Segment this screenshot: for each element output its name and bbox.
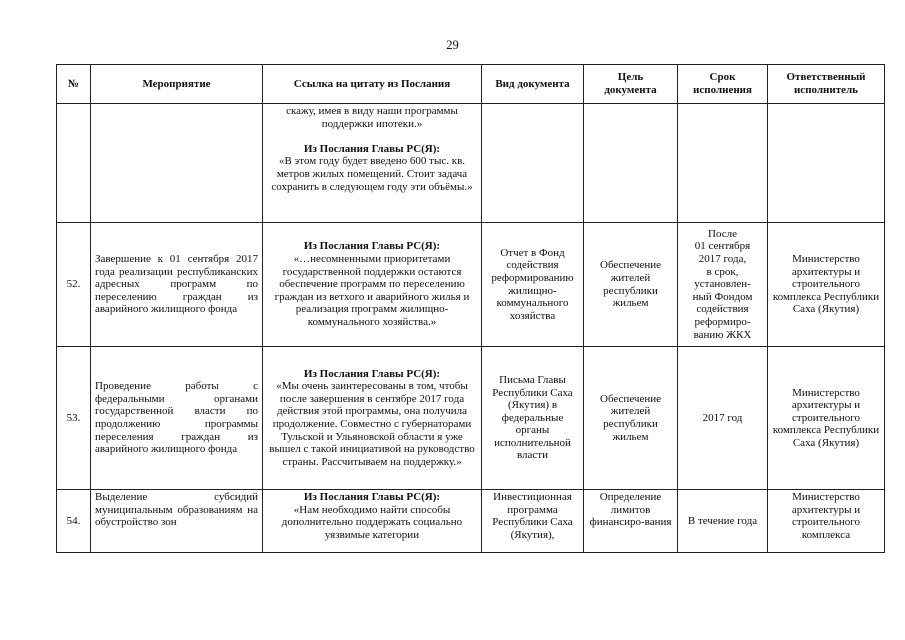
cell-activity: Выделение субсидий муниципальным образованиям на обустройство зон [91,490,263,553]
quote-text: «Мы очень заинтересованы в том, чтобы после завершения в сентябре 2017 года действия этой программы, она получила продолжение. Совместно с губернаторами Тульской и Ульяновской области я уже вышел с такой инициативой на руководство страны. Рассчитываем на поддержку.» [269,380,475,468]
header-quote-reference: Ссылка на цитату из Послания [263,65,482,104]
cell-document-goal [584,104,678,223]
quote-text: «Нам необходимо найти способы дополнительно поддержать социально уязвимые категории [281,503,463,541]
cell-document-goal: Обеспечение жителей республики жильем [584,223,678,347]
cell-responsible [768,104,885,223]
table-row [57,347,885,490]
header-document-goal: Цель документа [584,65,678,104]
cell-document-type [482,104,584,223]
cell-document-type: Письма Главы Республики Саха (Якутия) в федеральные органы исполнительной власти [482,347,584,490]
header-activity: Мероприятие [91,65,263,104]
cell-number: 52. [57,223,91,347]
header-document-type: Вид документа [482,65,584,104]
table-header-row [57,65,885,104]
cell-number: 53. [57,347,91,490]
header-responsible: Ответственный исполнитель [768,65,885,104]
cell-quote [263,104,482,223]
quote-text: скажу, имея в виду наши программы поддержки ипотеки.» [286,105,458,130]
quote-heading: Из Послания Главы РС(Я): [303,367,441,380]
table-row [57,223,885,347]
header-deadline: Срок исполнения [678,65,768,104]
cell-document-type: Отчет в Фонд содействия реформированию жилищно-коммунального хозяйства [482,223,584,347]
cell-activity: Проведение работы с федеральными органами государственной власти по продолжению программы переселения граждан из аварийного жилищного фонда [91,347,263,490]
cell-document-type: Инвестиционная программа Республики Саха (Якутия), [482,490,584,553]
table-row-continuation [57,104,885,223]
cell-document-goal: Определение лимитов финансиро-вания [584,490,678,553]
cell-responsible: Министерство архитектуры и строительного комплекса [768,490,885,553]
cell-responsible: Министерство архитектуры и строительного комплекса Республики Саха (Якутия) [768,347,885,490]
cell-number: 54. [57,490,91,553]
header-number: № [57,65,91,104]
cell-activity [91,104,263,223]
quote-heading: Из Послания Главы РС(Я): [303,142,441,155]
cell-number [57,104,91,223]
cell-quote [263,223,482,347]
table-row [57,490,885,553]
cell-quote [263,490,482,553]
quote-heading: Из Послания Главы РС(Я): [303,240,441,253]
cell-activity: Завершение к 01 сентября 2017 года реализации республиканских адресных программ по переселению граждан из аварийного жилищного фонда [91,223,263,347]
measures-table [56,64,885,553]
quote-text: «…несомненными приоритетами государственной поддержки остаются обеспечение программ по переселению граждан из ветхого и аварийного жилья и реализация программ жилищно-коммунального хозяйства.» [274,253,470,328]
cell-deadline [678,104,768,223]
cell-deadline: После 01 сентября 2017 года, в срок, установлен- ный Фондом содействия реформиро- ванию ЖКХ [678,223,768,347]
quote-heading: Из Послания Главы РС(Я): [303,491,441,503]
cell-document-goal: Обеспечение жителей республики жильем [584,347,678,490]
cell-deadline: 2017 год [678,347,768,490]
cell-responsible: Министерство архитектуры и строительного комплекса Республики Саха (Якутия) [768,223,885,347]
cell-quote [263,347,482,490]
quote-text: «В этом году будет введено 600 тыс. кв. метров жилых помещений. Стоит задача сохранить в следующем году эти объёмы.» [271,155,473,193]
cell-deadline: В течение года [678,490,768,553]
page-number: 29 [446,38,459,52]
